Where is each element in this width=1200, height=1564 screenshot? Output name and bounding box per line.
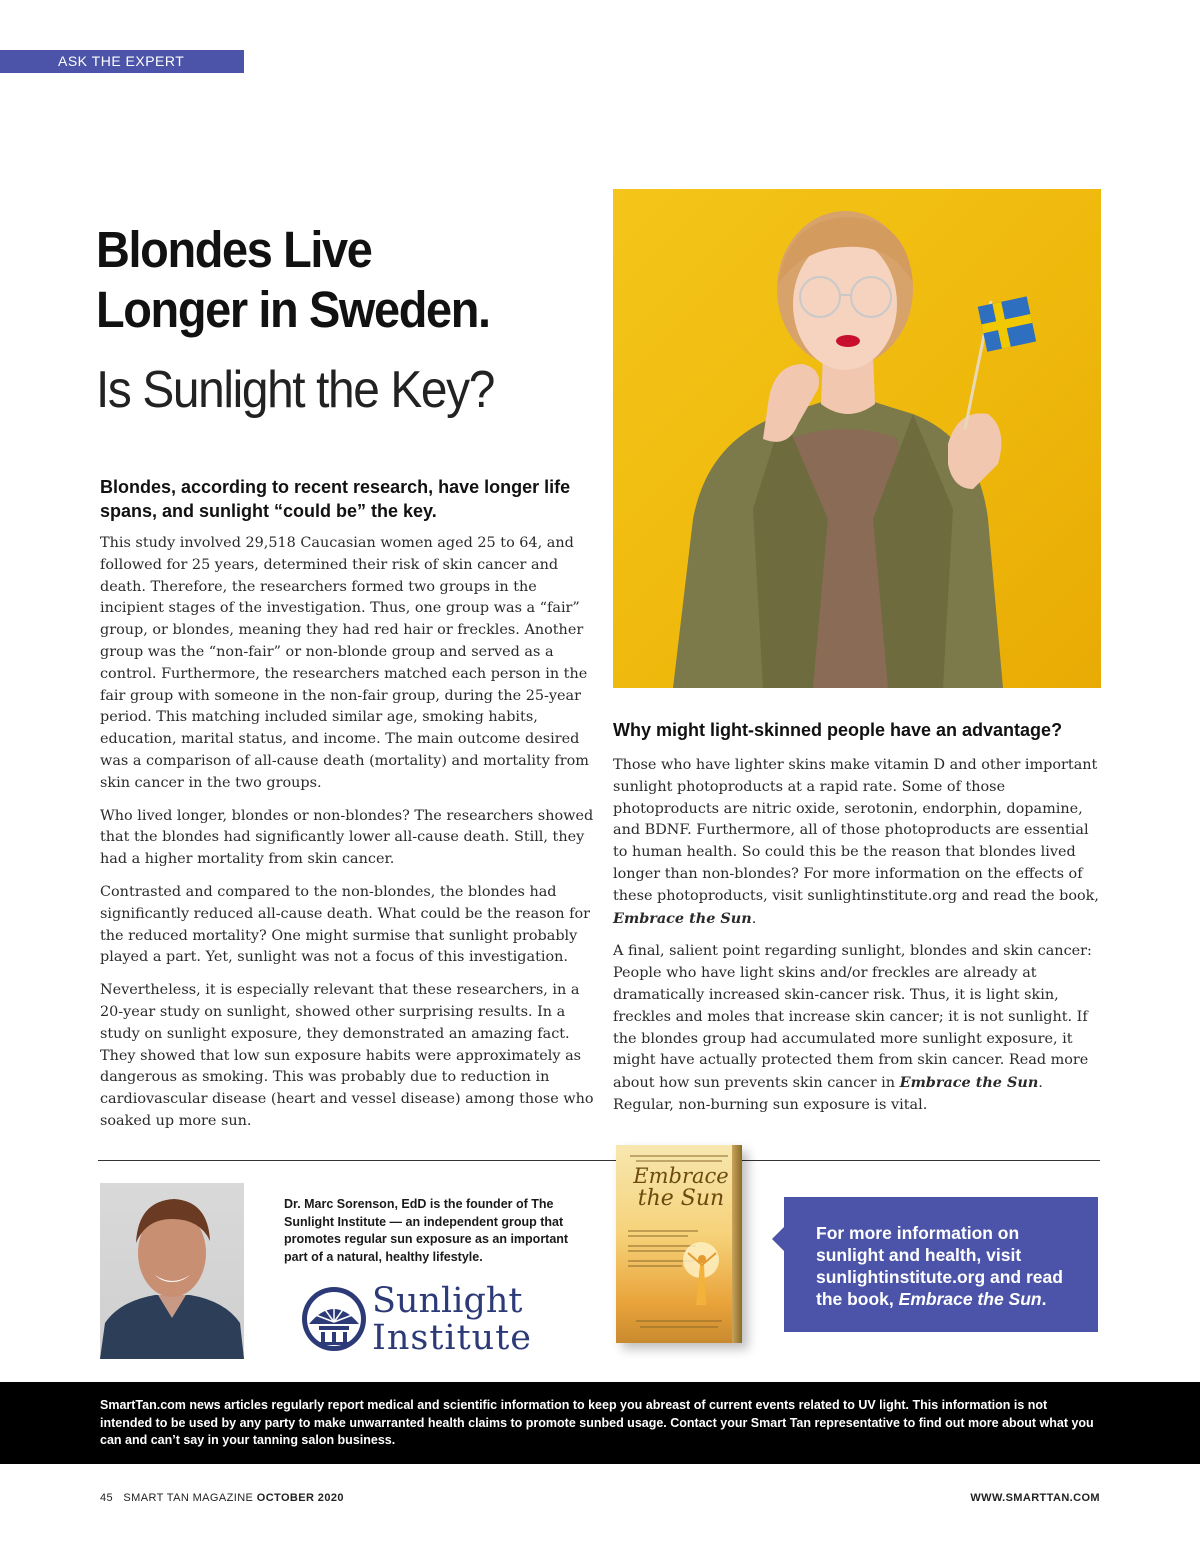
right-p2-book-title: Embrace the Sun: [899, 1074, 1039, 1092]
section-tag: ASK THE EXPERT: [0, 50, 244, 73]
callout-box: [784, 1197, 1098, 1332]
book-title-line-1: Embrace: [633, 1164, 729, 1188]
right-p1-book-title: Embrace the Sun: [613, 909, 752, 927]
author-portrait: [100, 1183, 244, 1359]
footer-left: [100, 1492, 344, 1504]
disclaimer-text: SmartTan.com news articles regularly report medical and scientific information to keep you abreast of current events related to UV light. This information is not intended to be used by any party to make unwarranted health claims to promote sunbed usage. Contact your Smart Tan representative to find out more about what you can and can’t say in your tanning salon business.: [100, 1398, 1094, 1447]
right-p1-text: Those who have lighter skins make vitamin D and other important sunlight photoproducts at a rapid rate. Some of those photoproducts are nitric oxide, serotonin, endorphin, dopamine, and BDNF. Furthermore, all of those photoproducts are essential to human health. So could this be the reason that blondes lived longer than non-blondes? For more information on the effects of these photoproducts, visit sunlightinstitute.org and read the book,: [613, 757, 1099, 904]
hero-photo: [613, 189, 1101, 688]
headline-line-2: Longer in Sweden.: [96, 281, 490, 338]
page-number: 45: [100, 1492, 114, 1504]
left-paragraph-4: Nevertheless, it is especially relevant that these researchers, in a 20-year study on sunlight, showed other surprising results. In a study on sunlight exposure, they demonstrated an amazing fact. They showed that low sun exposure habits were approximately as dangerous as smoking. This was probably due to reduction in cardiovascular disease (heart and vessel disease) among those who soaked up more sun.: [100, 982, 594, 1129]
right-p2-text: A final, salient point regarding sunlight, blondes and skin cancer: People who have light skins and/or freckles are already at dramatically increased skin-cancer risk. Thus, it is light skin, freckles and moles that increase skin cancer; it is not sunlight. If the blondes group had accumulated more sunlight exposure, it might have actually protected them from skin cancer. Read more about how sun prevents skin cancer in: [613, 943, 1092, 1092]
callout-end: .: [1041, 1289, 1047, 1309]
right-column: [613, 718, 1101, 1128]
divider: [98, 1160, 1100, 1161]
footer-website: WWW.SMARTTAN.COM: [970, 1492, 1100, 1504]
callout-book-title: Embrace the Sun: [898, 1289, 1042, 1309]
magazine-name: SMART TAN MAGAZINE: [123, 1492, 254, 1504]
callout-arrow-icon: [772, 1227, 784, 1251]
right-paragraph-1: [613, 755, 1101, 930]
left-deck: Blondes, according to recent research, have longer life spans, and sunlight “could be” the key.: [100, 477, 571, 521]
callout-text: For more information on sunlight and health, visit sunlightinstitute.org and read the book,: [816, 1223, 1063, 1309]
issue-date: OCTOBER 2020: [256, 1492, 344, 1504]
hero-illustration: [613, 189, 1101, 688]
left-paragraph-3: Contrasted and compared to the non-blondes, the blondes had significantly reduced all-cause death. What could be the reason for the reduced mortality? One might surmise that sunlight probably played a part. Yet, sunlight was not a focus of this investigation.: [100, 883, 590, 966]
subheadline: Is Sunlight the Key?: [96, 361, 494, 419]
author-photo: [100, 1183, 244, 1359]
book-title-line-2: the Sun: [637, 1186, 725, 1211]
right-p1-end: .: [751, 910, 757, 927]
logo-text-institute: Institute: [372, 1318, 532, 1358]
right-deck: Why might light-skinned people have an advantage?: [613, 720, 1063, 740]
left-paragraph-2: Who lived longer, blondes or non-blondes? The researchers showed that the blondes had significantly lower all-cause death. Still, they had a higher mortality from skin cancer.: [100, 807, 594, 868]
sunlight-institute-logo-icon: [299, 1284, 369, 1354]
author-bio: Dr. Marc Sorenson, EdD is the founder of The Sunlight Institute — an independent group that promotes regular sun exposure as an important part of a natural, healthy lifestyle.: [284, 1197, 569, 1264]
headline-line-1: Blondes Live: [96, 221, 372, 278]
right-paragraph-2: [613, 941, 1101, 1116]
logo-text-sunlight: Sunlight: [372, 1281, 523, 1321]
headline: [96, 220, 556, 340]
right-p2-end: . Regular, non-burning sun exposure is vital.: [613, 1075, 1043, 1113]
left-paragraph-1: This study involved 29,518 Caucasian women aged 25 to 64, and followed for 25 years, determined their risk of skin cancer and death. Therefore, the researchers formed two groups in the incipient stages of the investigation. Thus, one group was a “fair” group, or blondes, meaning they had red hair or freckles. Another group was the “non-fair” or non-blonde group and served as a control. Furthermore, the researchers matched each person in the fair group with someone in the non-fair group, during the 25-year period. This matching included similar age, smoking habits, education, marital status, and income. The main outcome desired was a comparison of all-cause death (mortality) and mortality from skin cancer in the two groups.: [100, 535, 589, 791]
left-column: [100, 475, 595, 1144]
